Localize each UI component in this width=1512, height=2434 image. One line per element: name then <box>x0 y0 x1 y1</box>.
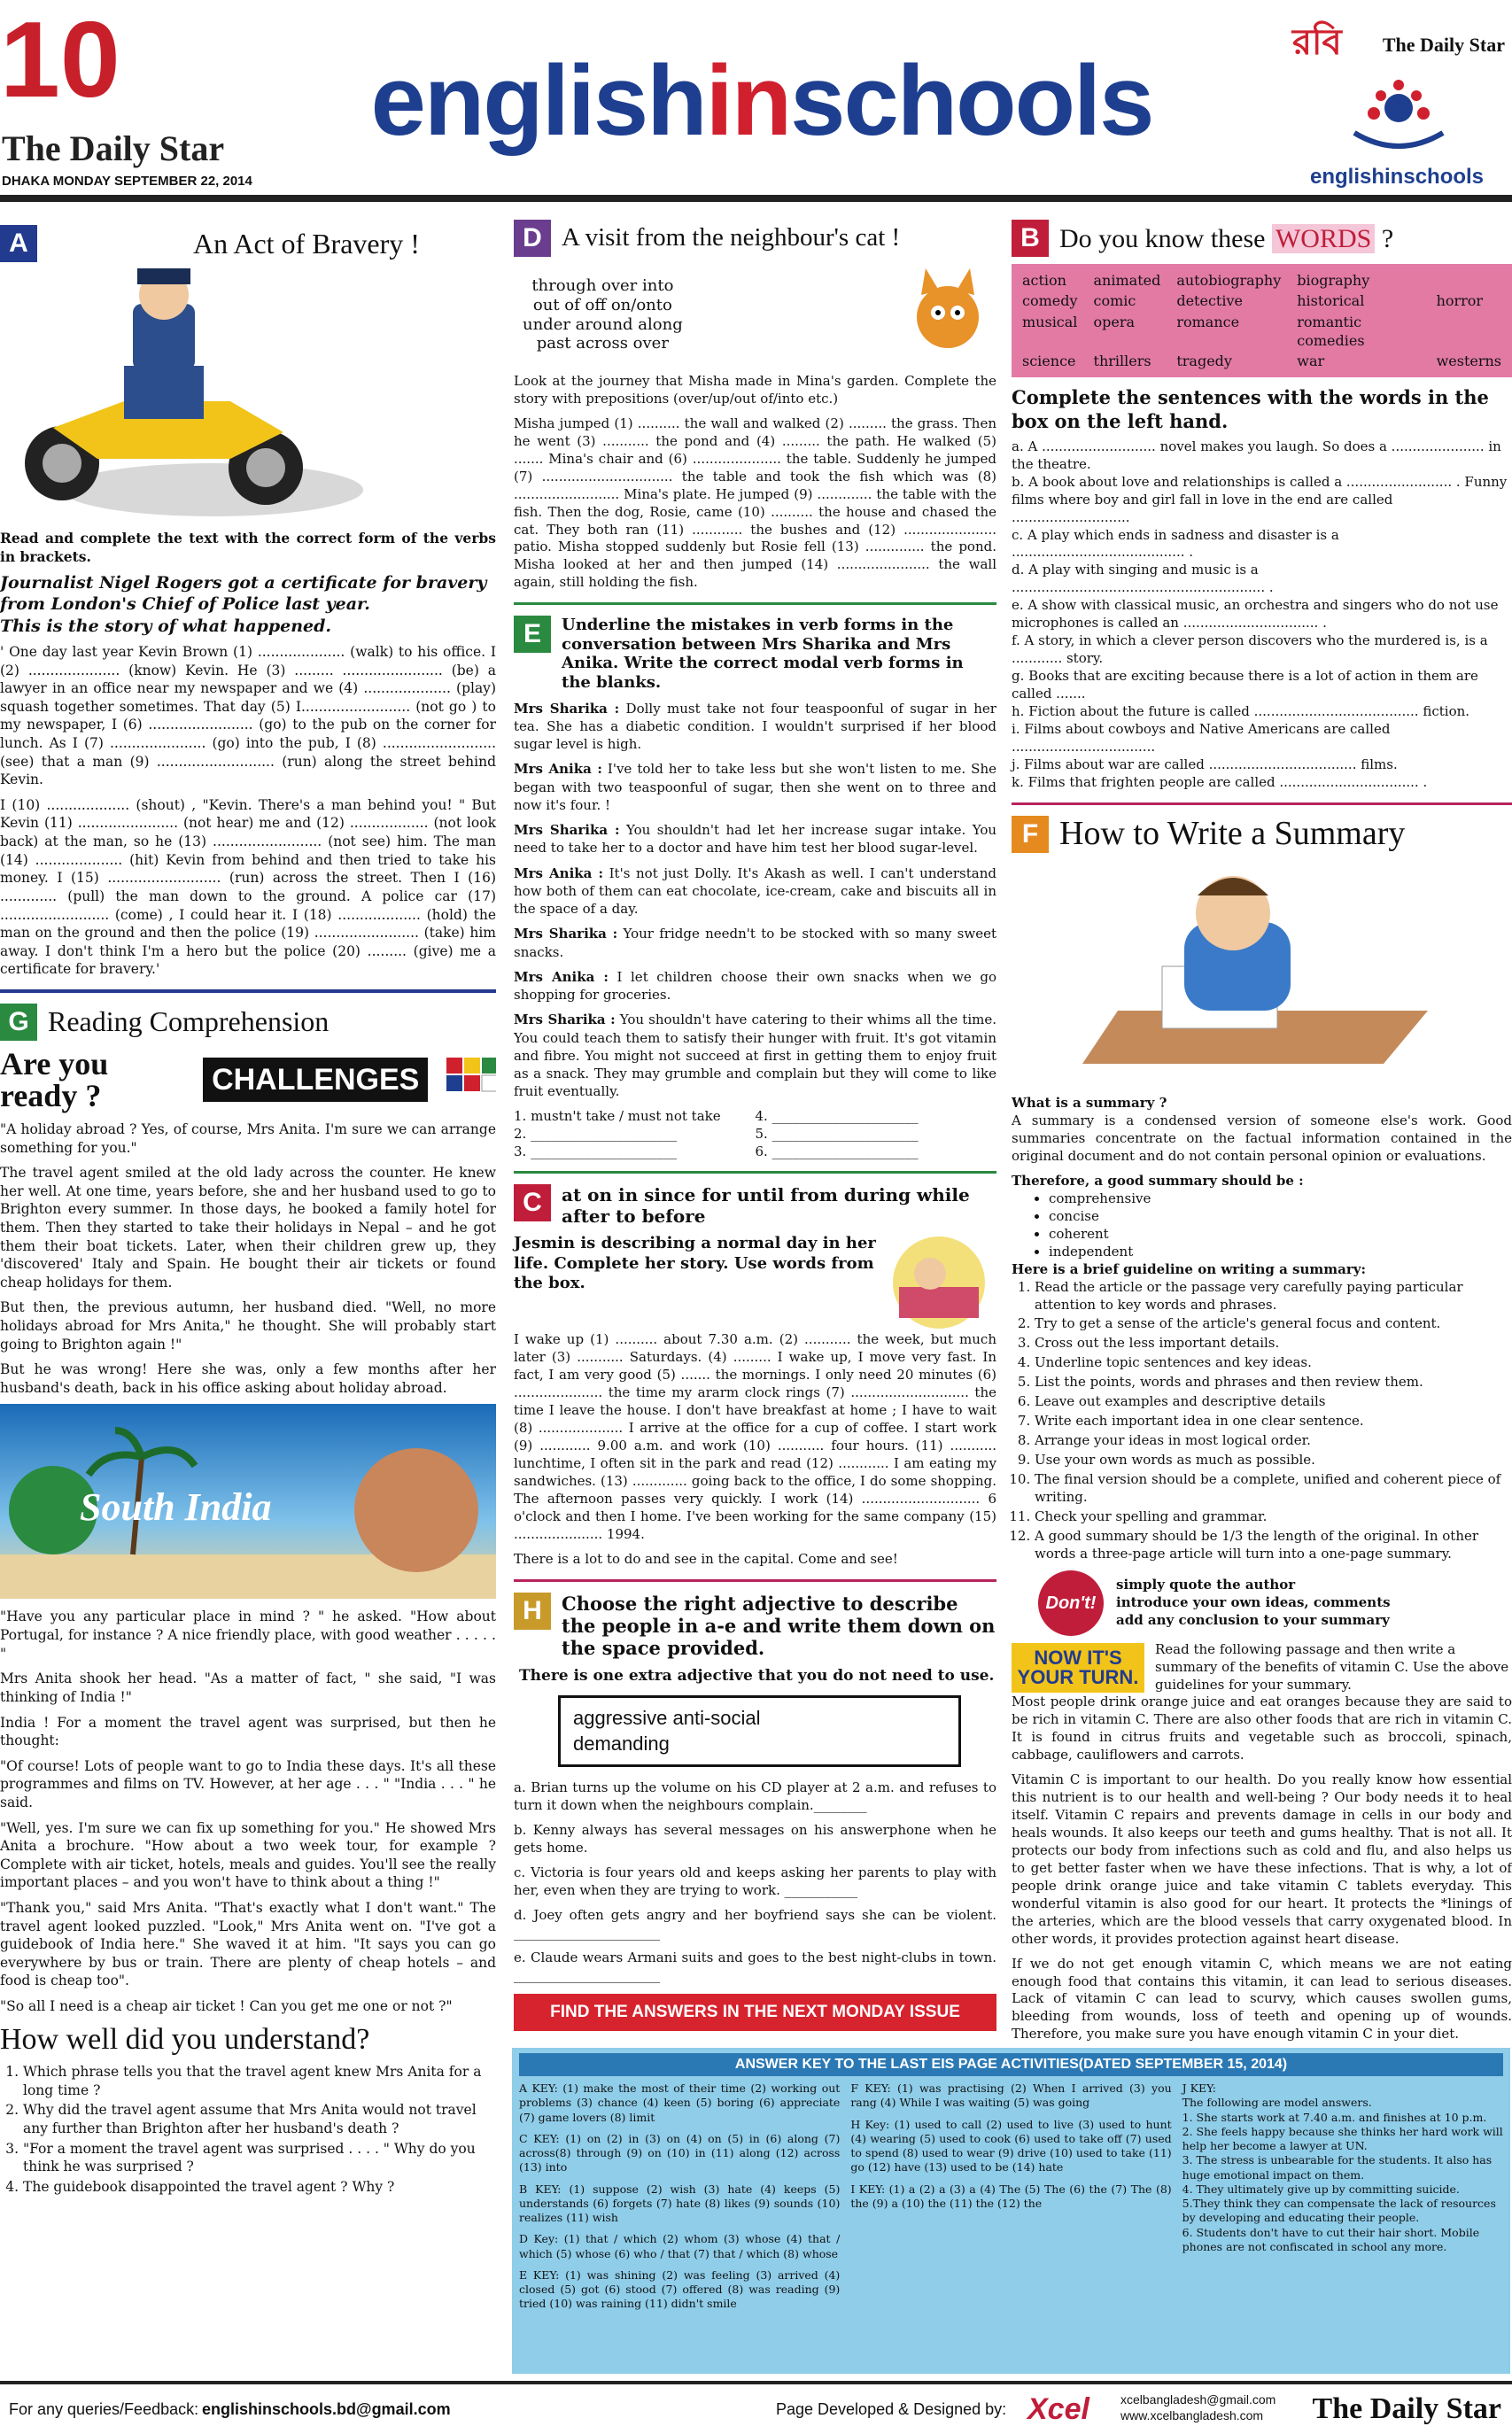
daily-star-logo: The Daily Star <box>2 128 225 168</box>
questions-list <box>23 2063 496 2196</box>
section-c-closing: There is a lot to do and see in the capital. Come and see! <box>514 1550 898 1567</box>
section-badge: E <box>514 616 551 653</box>
answer-key-title: ANSWER KEY TO THE LAST EIS PAGE ACTIVITIES(DATED SEPTEMBER 15, 2014) <box>519 2053 1503 2076</box>
preposition-list: through over into out of off on/onto under around along past across over <box>523 276 683 353</box>
dont-box <box>1038 1570 1512 1636</box>
story-paragraph: India ! For a moment the travel agent was surprised, but then he thought: <box>0 1714 496 1749</box>
dialogue-line: Mrs Sharika : Dolly must take not four teaspoonful of sugar in her tea. She has a diabetic condition. I wouldn't surprised if her blood sugar level is high. <box>514 700 996 753</box>
section-a-instruction: Read and complete the text with the correct form of the verbs in brackets. <box>0 530 496 565</box>
dateline: DHAKA MONDAY SEPTEMBER 22, 2014 <box>2 174 252 189</box>
footer-email[interactable]: englishinschools.bd@gmail.com <box>202 2400 451 2418</box>
answer-blank[interactable]: 2. ______________________ <box>514 1125 678 1142</box>
section-f-header <box>1012 816 1512 853</box>
cat-icon <box>899 264 996 366</box>
story-paragraph: "Have you any particular place in mind ? " he asked. "How about Portugal, for instance ? A nice friendly place, with good weather . . . . . " <box>0 1608 496 1662</box>
summary-therefore: Therefore, a good summary should be : <box>1012 1172 1304 1189</box>
your-turn-text: Read the following passage and then write a summary of the benefits of vitamin C. Use the above guidelines for your summary. <box>1155 1640 1509 1693</box>
h-item: b. Kenny always has several messages on his answerphone when he gets home. <box>514 1822 996 1856</box>
adjective-box: aggressive anti-social demanding <box>558 1695 961 1767</box>
section-a-header <box>0 220 496 530</box>
section-title: An Act of Bravery ! <box>193 228 420 260</box>
dialogue-line: Mrs Sharika : Your fridge needn't to be stocked with so many sweet snacks. <box>514 926 996 960</box>
section-title: A visit from the neighbour's cat ! <box>562 223 901 252</box>
story-paragraph: The travel agent smiled at the old lady across the counter. He knew her well. At one time, years before, she and her husband used to go to Brighton every summer. In those days, he booked a family hotel for them. Then they started to take their holidays in Nepal – and he got them their boat tickets. Later, when their children grew up, they 'discovered' Italy and Spain. He bought their air tickets or found cheap holidays for them. <box>0 1165 496 1291</box>
guideline-heading: Here is a brief guideline on writing a summary: <box>1012 1260 1366 1277</box>
section-title: Choose the right adjective to describe the people in a-e and write them down on the space provided. <box>562 1592 996 1659</box>
challenge-banner <box>0 1045 496 1113</box>
story-paragraph: "Of course! Lots of people want to go to India these days. It's all these programmes and films on TV. However, at her age . . . " "India . . . " he said. <box>0 1757 496 1810</box>
footer-queries: For any queries/Feedback: <box>9 2400 199 2418</box>
questions-title: How well did you understand? <box>0 2022 370 2056</box>
story-paragraph: "A holiday abroad ? Yes, of course, Mrs Anita. I'm sure we can arrange something for you." <box>0 1120 496 1156</box>
answer-key-grid <box>519 2081 1503 2319</box>
section-b-items: a. A ........................... novel makes you laugh. So does a ...................... in the theatre. b. A book about love and relationships is called a ......................... . Funny films where boy and girl fall in love in the end are called ............................ c. A play which ends in sadness and disaster is a ......................................... . d. A play with singing and music is a ............................................................ . e. A show with classical music, an orchestra and singers who do not use microphones is called an ................................ . f. A story, in which a clever person discovers who the murdered is, is a ............ story. g. Books that are exciting because there is a lot of action in them are called ....... h. Fiction about the future is called ....................................... fiction. i. Films about cowboys and Native Americans are called .................................. j. Films about war are called ................................... films. k. Films that frighten people are called ................................. . <box>1012 438 1508 790</box>
question-item: 4. The guidebook disappointed the travel agent ? Why ? <box>23 2178 496 2197</box>
section-a-lead-2: This is the story of what happened. <box>0 616 332 636</box>
answer-key-column: A KEY: (1) make the most of their time (2) working out problems (3) chance (4) keen (5) boring (6) appreciate (7) game lovers (8) limit C KEY: (1) on (2) in (3) on (4) on (5) in (6) along (7) across(8) through (9) on (10) in (11) along (12) across (13) into B KEY: (1) suppose (2) wish (3) hate (4) keeps (5) understands (6) forgets (7) hate (8) likes (9) sounds (10) realizes (11) wish D Key: (1) that / which (2) whom (3) whose (4) that / which (5) whose (6) who / that (7) that / which (8) whose E KEY: (1) was shining (2) was feeling (3) arrived (4) closed (5) got (6) stood (7) offered (8) was reading (9) tried (10) was raining (11) didn't smile <box>519 2081 841 2311</box>
section-c-instruction: Jesmin is describing a normal day in her life. Complete her story. Use words from the box. <box>514 1234 876 1293</box>
section-c-text: I wake up (1) .......... about 7.30 a.m. (2) ........... the week, but much later (3) ........... Saturdays. (4) ......... I wake up, I move very fast. In fact, I am very good (5) ....... the mornings. I only need 20 minutes (6) ..................... the time my ararm clock rings (7) ............................ the time I leave the house. I don't have breakfast at home ; I have to wait (8) .................... I arrive at the office for a cup of coffee. I start work (9) ............ 9.00 a.m. and work (10) ........... four hours. (11) ........... lunchtime, I often sit in the park and read (12) ............ I am eating my sandwiches. (13) ............. going back to the office, I do some shopping. The afternoon passes very quickly. I work (14) ............................ 6 o'clock and then I home. I've been working for the same company (15) ..................... 1994. <box>514 1331 996 1542</box>
daily-star-small-logo: The Daily Star <box>1382 34 1505 56</box>
south-india-caption: South India <box>80 1485 272 1530</box>
section-a-lead: Journalist Nigel Rogers got a certificate for bravery from London's Chief of Police last year. <box>0 573 487 614</box>
guideline-list: 1. Read the article or the passage very carefully paying particular attention to key words and phrases. 2. Try to get a sense of the article's general focus and content. 3. Cross out the less important details. 4. Underline topic sentences and key ideas. 5. List the points, words and phrases and then review them. 6. Leave out examples and descriptive details 7. Write each important idea in one clear sentence. 8. Arrange your ideas in most logical order. 9. Use your own words as much as possible. 10. The final version should be a complete, unified and coherent piece of writing. 11. Check your spelling and grammar. 12. A good summary should be 1/3 the length of the original. In other words a three-page article will turn into a one-page summary. <box>1035 1279 1512 1563</box>
dont-badge: Don't! <box>1038 1570 1104 1636</box>
dialogue-line: Mrs Anika : I let children choose their own snacks when we go shopping for groceries. <box>514 968 996 1004</box>
divider <box>514 602 996 605</box>
answer-blank[interactable]: 4. ______________________ <box>755 1107 919 1124</box>
footer <box>0 2381 1512 2434</box>
story-paragraph: Mrs Anita shook her head. "As a matter of fact, " she said, "I was thinking of India !" <box>0 1670 496 1705</box>
section-badge: H <box>514 1593 551 1630</box>
section-b-header <box>1012 220 1512 257</box>
footer-developed-by: Page Developed & Designed by: <box>776 2400 1007 2418</box>
section-badge: G <box>0 1004 37 1041</box>
dialogue-line: Mrs Anika : It's not just Dolly. It's Akash as well. I can't understand how both of them can eat chocolate, ice-cream, cake and biscuits all in the space of a day. <box>514 864 996 918</box>
dialogue <box>514 700 996 1101</box>
challenges-label: CHALLENGES <box>203 1058 428 1102</box>
people-circle-icon <box>1337 71 1461 151</box>
section-h-sub: There is one extra adjective that you do not need to use. <box>519 1667 995 1686</box>
story-paragraph: "So all I need is a cheap air ticket ! Can you get me one or not ?" <box>0 1998 453 2015</box>
dialogue-line: Mrs Sharika : You shouldn't had let her increase sugar intake. You need to take her to a doctor and have him test her blood sugar-level. <box>514 822 997 857</box>
vitamin-paragraph: Vitamin C is important to our health. Do you really know how essential this nutrient is to our health and well-being ? Our body needs it to heal itself. Vitamin C repairs and prevents damage in cells in our body and heals wounds. It also keeps our teeth and gums healthy. That is not all. It protects our body from infections such as cold and flu, and also helps us to get better faster when we have these infections. That is why, a lot of people drink orange juice and take vitamin C tablets everyday. This wonderful vitamin is also good for our heart. It protects the *linings of the arteries, which are the blood vessels that carry oxygenated blood. In other words, it provides protection against heart disease. <box>1012 1771 1512 1947</box>
story-paragraph: "Thank you," said Mrs Anita. "That's exactly what I don't want." The travel agent looked puzzled. "Look," Mrs Anita went on. "I've got a guidebook of India here." She waved it at him. "It says you can go everywhere by bus or train. There are plenty of cheap hotels – and food is cheap too". <box>0 1900 496 1989</box>
masthead <box>0 0 1512 202</box>
brand-title: englishinschools <box>370 45 1153 156</box>
answer-blank[interactable]: 5. ______________________ <box>755 1125 919 1142</box>
section-badge: D <box>514 220 551 257</box>
divider <box>0 989 496 993</box>
story-paragraph: "Well, yes. I'm sure we can fix up something for you." He showed Mrs Anita a brochure. "How about a two week tour, for example ? Complete with air ticket, hotels, meals and guides. You'll see the really important places – and you won't have to think about a thing !" <box>0 1819 496 1891</box>
h-item: c. Victoria is four years old and keeps asking her parents to play with her, even when they are trying to work. ___________ <box>514 1864 996 1898</box>
dialogue-line: Mrs Sharika : You shouldn't have catering to their whims all the time. You could teach them to satisfy their hunger with fruit. It's got vitamin and fibre. You might not succeed at first in getting them to enjoy fruit as a snack. They may grumble and complain but they will come to like fruit eventually. <box>514 1012 996 1100</box>
find-answers-banner: FIND THE ANSWERS IN THE NEXT MONDAY ISSUE <box>514 1994 996 2031</box>
section-badge: B <box>1012 220 1049 257</box>
section-badge: A <box>0 225 37 262</box>
answer-blanks: 1. mustn't take / must not take 4. ______________________ 2. ______________________ 5. ______________________ 3. ______________________ 6. ______________________ <box>514 1108 996 1161</box>
xcel-logo: Xcel <box>1027 2392 1089 2426</box>
section-badge: F <box>1012 816 1049 853</box>
answer-key-column: F KEY: (1) was practising (2) When I arrived (3) you rang (4) While I was waiting (5) was going H Key: (1) used to call (2) used to live (3) used to hunt (4) wearing (5) used to cook (6) used to take off (7) used to spend (8) used to wear (9) drive (10) used to take (11) go (12) have (13) used to be (14) hate I KEY: (1) a (2) a (3) a (4) The (5) The (6) the (7) The (8) the (9) a (10) the (11) the (12) the <box>850 2081 1172 2210</box>
question-item: 1. Which phrase tells you that the travel agent knew Mrs Anita for a long time ? <box>23 2063 496 2099</box>
section-title: Underline the mistakes in verb forms in the conversation between Mrs Sharika and Mrs Anika. Write the correct modal verb forms in the blanks. <box>562 616 964 693</box>
south-india-image <box>0 1404 496 1599</box>
ready-heading: Are you ready ? <box>0 1045 109 1113</box>
girl-waking-icon <box>881 1234 996 1331</box>
robi-logo: রবি <box>1292 22 1342 63</box>
summary-question: What is a summary ? <box>1012 1095 1167 1112</box>
h-item: a. Brian turns up the volume on his CD player at 2 a.m. and refuses to turn it down when the neighbours complain.________ <box>514 1779 996 1814</box>
column-left <box>0 220 496 2198</box>
section-a-paragraph: ' One day last year Kevin Brown (1) .................... (walk) to his office. I (2) ..................... (know) Kevin. He (3) ......... ....................... (be) a lawyer in an office near my newspaper and we (4) .................... (play) squash together sometimes. That day (5) I......................... (not go ) to my newspaper, I (6) ........................ (go) to the pub on the corner for lunch. As I (7) ...................... (go) into the pub, I (8) .......................... (see) that a man (9) ........................... (run) along the street behind Kevin. <box>0 643 496 788</box>
section-g-header <box>0 1004 496 1041</box>
dont-list: simply quote the author introduce your own ideas, comments add any conclusion to your summary <box>1116 1576 1391 1628</box>
answer-blank[interactable]: 3. ______________________ <box>514 1143 678 1159</box>
answer-blank[interactable]: 6. ______________________ <box>755 1143 919 1159</box>
daily-star-footer-logo: The Daily Star <box>1312 2392 1501 2425</box>
section-title: Do you know these WORDS ? <box>1059 223 1394 253</box>
section-d-text: Misha jumped (1) .......... the wall and walked (2) ......... the grass. Then he went (3) ........... the pond and (4) ......... the path. He walked (5) ....... Mina's chair and (6) ..................... the table. Suddenly he jumped (7) ............................... the table and took the fish which was (8) ......................... Mina's plate. He jumped (9) ............. the table with the fish. Then the dog, Rosie, came (10) .......... the house and chased the cat. They both ran (11) ............ the bushes and (12) ...................... patio. Misha stopped suddenly but Rosie fell (13) .............. the pond. Misha looked at her and then jumped (14) ...................... the wall again, still holding the fish. <box>514 415 996 591</box>
words-box: action animated autobiography biography comedy comic detective historical horror musical opera romance romantic comedies science thrillers tragedy war westerns <box>1012 264 1512 377</box>
answer-key-column: J KEY: The following are model answers. 1. She starts work at 7.40 a.m. and finishes at 10 p.m. 2. She feels happy because she thinks her hard work will help her become a lawyer at UN. 3. The stress is unbearable for the students. It also has huge emotional impact on them. 4. They ultimately give up by committing suicide. 5.They think they can compensate the lack of resources by developing and educating their people. 6. Students don't have to cut their hair short. Mobile phones are not confiscated in school any more. <box>1182 2081 1503 2253</box>
summary-definition: A summary is a condensed version of someone else's work. Good summaries concentrate on the factual information contained in the original document and do not contain personal opinion or evaluations. <box>1012 1112 1512 1164</box>
section-title: Reading Comprehension <box>48 1005 330 1038</box>
section-c-header <box>514 1184 996 1227</box>
section-h-header <box>514 1593 996 1660</box>
eis-logo <box>1292 22 1505 193</box>
eis-logo-text: englishinschools <box>1310 165 1485 189</box>
divider <box>514 1579 996 1582</box>
section-badge: C <box>514 1184 551 1221</box>
h-item: d. Joey often gets angry and her boyfriend says she can be violent. ______________________ <box>514 1906 996 1941</box>
section-d-header <box>514 220 996 257</box>
answer-key-panel <box>512 2048 1510 2374</box>
h-item: e. Claude wears Armani suits and goes to the best night-clubs in town. ______________________ <box>514 1949 996 1983</box>
divider <box>1012 802 1512 805</box>
question-item: 2. Why did the travel agent assume that Mrs Anita would not travel any further than Brighton after her husband's death ? <box>23 2101 496 2137</box>
section-e-header <box>514 616 996 692</box>
section-a-paragraph: I (10) ................... (shout) , "Kevin. There's a man behind you! " But Kevin (11) ....................... (not hear) me and (12) .................. (not look back) at the man, so he (13) ......................... (not see) him. The man (14) .................... (hit) Kevin from behind and then tried to take his money. I (15) .......................... (run) across the street. Then I (16) ............. (pull) the man down to the ground. A police car (17) ......................... (come) , I could hear it. I (18) ................... (hold) the man on the ground and then the police (19) ........................ (take) him away. I don't think I'm a hero but the police (20) ......... (give) me a certificate for bravery.' <box>0 796 496 978</box>
xcel-contact: xcelbangladesh@gmail.com www.xcelbangladesh.com <box>1120 2392 1276 2423</box>
rubiks-cube-icon <box>442 1053 496 1106</box>
column-middle <box>514 220 996 2031</box>
section-h-items <box>514 1779 996 1984</box>
section-c-intro <box>514 1234 996 1331</box>
vitamin-paragraph: Most people drink orange juice and eat oranges because they are said to be rich in vitamin C. There are also other foods that are rich in vitamin C. It is found in citrus fruits and vegetable such as broccoli, spinach, cabbage, cauliflowers and carrots. <box>1012 1694 1512 1763</box>
story-paragraph: But he was wrong! Here she was, only a few months after her husband's death, back in his office asking about holiday abroad. <box>0 1361 496 1396</box>
column-right <box>1012 220 1512 2050</box>
question-item: 3. "For a moment the travel agent was surprised . . . . " Why do you think he was surprised ? <box>23 2140 496 2176</box>
summary-text <box>1012 1095 1512 2043</box>
dialogue-line: Mrs Anika : I've told her to take less but she won't listen to me. She began with two teaspoonful of sugar, then she went on to three and now it's four. ! <box>514 761 996 813</box>
your-turn <box>1012 1641 1512 1694</box>
story-paragraph: But then, the previous autumn, her husband died. "Well, no more holidays abroad for Mrs Anita," he thought. She will probably start going to Brighton again !" <box>0 1299 496 1353</box>
preposition-box <box>514 264 996 366</box>
section-b-instruction: Complete the sentences with the words in the box on the left hand. <box>1012 386 1489 432</box>
your-turn-badge: NOW IT'S YOUR TURN. <box>1012 1643 1144 1693</box>
page-number: 10 <box>0 0 120 120</box>
boy-writing-illustration <box>1012 860 1508 1090</box>
divider <box>514 1171 996 1174</box>
vitamin-paragraph: If we do not get enough vitamin C, which means we are not eating enough food that contains this vitamin, it can lead to serious diseases. Lack of vitamin C can lead to scurvy, which causes swollen gums, bleeding from wounds, loss of teeth and opening up of wounds. Therefore, you make sure you have enough vitamin C in your diet. <box>1012 1955 1512 2043</box>
preposition-list: at on in since for until from during while after to before <box>562 1184 970 1228</box>
section-title: How to Write a Summary <box>1059 814 1406 852</box>
policeman-motorbike-illustration <box>0 268 372 525</box>
summary-traits: • comprehensive • concise • coherent • independent <box>1049 1190 1512 1261</box>
section-d-instruction: Look at the journey that Misha made in Mina's garden. Complete the story with prepositions (over/up/out of/into etc.) <box>514 373 996 407</box>
